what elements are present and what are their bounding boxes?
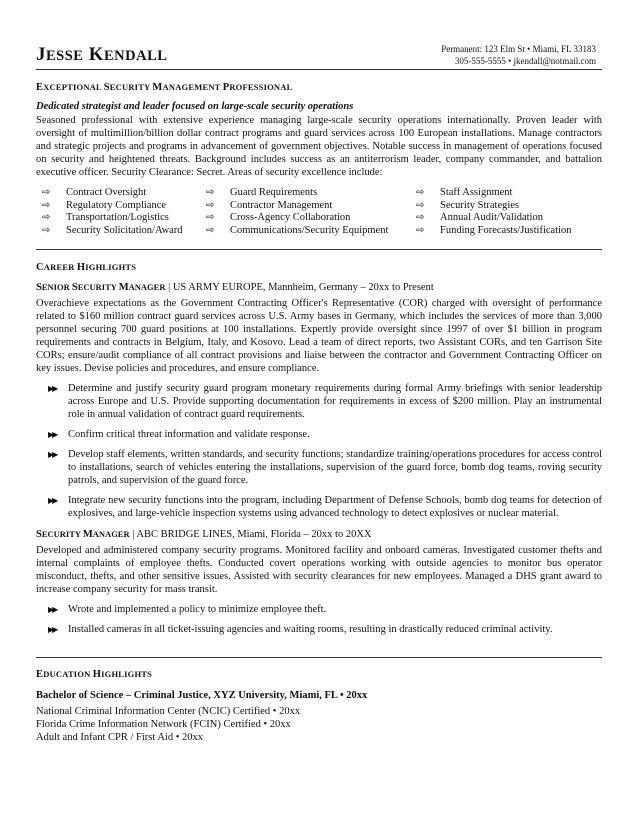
- arrow-right-outline-icon: ⇨: [42, 187, 51, 198]
- skill-item: ⇨ Staff Assignment: [410, 187, 572, 200]
- list-item: ▶▶ Installed cameras in all ticket-issuing agencies and waiting rooms, resulting in drastically reduced criminal activity.: [48, 624, 553, 635]
- summary-section: [36, 81, 602, 179]
- double-triangle-right-icon: ▶▶: [48, 605, 57, 614]
- arrow-right-outline-icon: ⇨: [206, 224, 215, 236]
- list-item: ▶▶ Develop staff elements, written standards, and security functions; standardize training/operations procedures for access control to installations, search of vehicles entering the installations, supervision of the guard force, bomb dog teams, roving security patrols, and supervision of the guard force.: [48, 449, 602, 486]
- arrow-right-outline-icon: ⇨: [206, 199, 215, 211]
- list-item: ▶▶ Confirm critical threat information and validate response.: [48, 429, 310, 440]
- list-item: ▶▶ Determine and justify security guard program monetary requirements during formal Army briefings with senior leadership across Europe and U.S. Provide supporting documentation for requirements in excess of $200 million. Play an instrumental role in annual validation of contract guard requirements.: [48, 383, 602, 420]
- contact-info: [441, 43, 596, 67]
- summary-heading: EXCEPTIONAL SECURITY MANAGEMENT PROFESSIONAL: [36, 82, 293, 93]
- arrow-right-outline-icon: ⇨: [206, 187, 215, 198]
- skills-column-2: [200, 187, 388, 237]
- arrow-right-outline-icon: ⇨: [416, 224, 425, 236]
- job-organization: | US ARMY EUROPE, Mannheim, Germany – 20xx to Present: [165, 282, 434, 293]
- skill-item: ⇨ Security Solicitation/Award: [36, 225, 183, 238]
- skills-column-3: [410, 187, 572, 237]
- arrow-right-outline-icon: ⇨: [42, 212, 51, 223]
- job-entry: [36, 528, 602, 636]
- job-bullets: [36, 603, 602, 636]
- job-title: SECURITY MANAGER: [36, 529, 130, 540]
- arrow-right-outline-icon: ⇨: [42, 199, 51, 211]
- address: Permanent: 123 Elm St • Miami, FL 33183: [441, 44, 596, 54]
- job-description: Developed and administered company security programs. Monitored facility and onboard cameras. Investigated customer thefts and internal complaints of employee thefts. Conducted covert operations working with outside agencies to monitor bus operator misconduct, thefts, and other sensitive issues. Assisted with security clearances for new employees. Managed a DHS grant award to increase company security for mass transit.: [36, 545, 602, 595]
- skill-item: ⇨ Contractor Management: [200, 200, 388, 213]
- arrow-right-outline-icon: ⇨: [416, 187, 425, 198]
- job-organization: | ABC BRIDGE LINES, Miami, Florida – 20xx to 20XX: [129, 529, 372, 540]
- education-section: [36, 668, 602, 744]
- summary-tagline: Dedicated strategist and leader focused on large-scale security operations: [36, 101, 354, 112]
- career-heading: CAREER HIGHLIGHTS: [36, 262, 137, 273]
- skill-item: ⇨ Contract Oversight: [36, 187, 183, 200]
- skills-grid: [36, 187, 602, 239]
- skill-item: ⇨ Guard Requirements: [200, 187, 388, 200]
- skill-item: ⇨ Funding Forecasts/Justification: [410, 225, 572, 238]
- double-triangle-right-icon: ▶▶: [48, 496, 57, 505]
- job-header: [36, 281, 602, 294]
- education-heading: EDUCATION HIGHLIGHTS: [36, 669, 153, 680]
- career-section: [36, 261, 602, 643]
- arrow-right-outline-icon: ⇨: [42, 224, 51, 236]
- job-entry: [36, 281, 602, 520]
- job-description: Overachieve expectations as the Government Contracting Officer's Representative (COR) charged with oversight of performance related to $160 million contract guard services across U.S. Army bases in Germany, which includes the services of more than 3,000 personnel securing 700 guard positions at 100 installations. Expertly provide oversight since 1997 of over $1 billion in program requirements and contracts in Belgium, Italy, and Kosovo. Lead a team of direct reports, two Assistant CORs, and ten Garrison Site CORs; ensure/audit compliance of all contract provisions and liaise between the contractor and Government Contracting Officer on key issues. Devise policies and procedures, and ensure compliance.: [36, 298, 602, 374]
- skill-item: ⇨ Security Strategies: [410, 200, 572, 213]
- career-divider: [36, 657, 602, 658]
- skill-item: ⇨ Communications/Security Equipment: [200, 225, 388, 238]
- double-triangle-right-icon: ▶▶: [48, 450, 57, 459]
- certification: Florida Crime Information Network (FCIN) Certified • 20xx: [36, 719, 291, 730]
- arrow-right-outline-icon: ⇨: [416, 199, 425, 211]
- double-triangle-right-icon: ▶▶: [48, 430, 57, 439]
- job-header: [36, 528, 602, 541]
- arrow-right-outline-icon: ⇨: [206, 212, 215, 223]
- double-triangle-right-icon: ▶▶: [48, 384, 57, 393]
- skill-item: ⇨ Regulatory Compliance: [36, 200, 183, 213]
- skills-column-1: [36, 187, 183, 237]
- double-triangle-right-icon: ▶▶: [48, 625, 57, 634]
- skill-item: ⇨ Annual Audit/Validation: [410, 212, 572, 225]
- header-divider: [36, 69, 602, 70]
- list-item: ▶▶ Wrote and implemented a policy to minimize employee theft.: [48, 604, 327, 615]
- skill-item: ⇨ Cross-Agency Collaboration: [200, 212, 388, 225]
- degree: Bachelor of Science – Criminal Justice, XYZ University, Miami, FL • 20xx: [36, 690, 368, 701]
- certification: National Criminal Information Center (NCIC) Certified • 20xx: [36, 706, 301, 717]
- phone-email: 305-555-5555 • jkendall@notmail.com: [454, 56, 596, 66]
- job-title: SENIOR SECURITY MANAGER: [36, 282, 166, 293]
- arrow-right-outline-icon: ⇨: [416, 212, 425, 223]
- skill-item: ⇨ Transportation/Logistics: [36, 212, 183, 225]
- list-item: ▶▶ Integrate new security functions into the program, including Department of Defense Schools, bomb dog teams for detection of explosives, and large-vehicle inspection systems using advanced technology to detect explosives or nuclear material.: [48, 495, 602, 519]
- candidate-name: JESSE KENDALL: [36, 44, 168, 65]
- certification: Adult and Infant CPR / First Aid • 20xx: [36, 732, 204, 743]
- summary-divider: [36, 249, 602, 250]
- job-bullets: [36, 382, 602, 520]
- summary-paragraph: Seasoned professional with extensive experience managing large-scale security operations internationally. Proven leader with oversight of multimillion/billion dollar contract programs and guard services across 100 European installations. Manage contractors and strategic projects and programs in advancement of government objectives. Notable success in management of operations focused on security and heightened threats. Background includes success as an antiterrorism leader, company commander, and battalion executive officer. Security Clearance: Secret. Areas of security excellence include:: [36, 115, 602, 178]
